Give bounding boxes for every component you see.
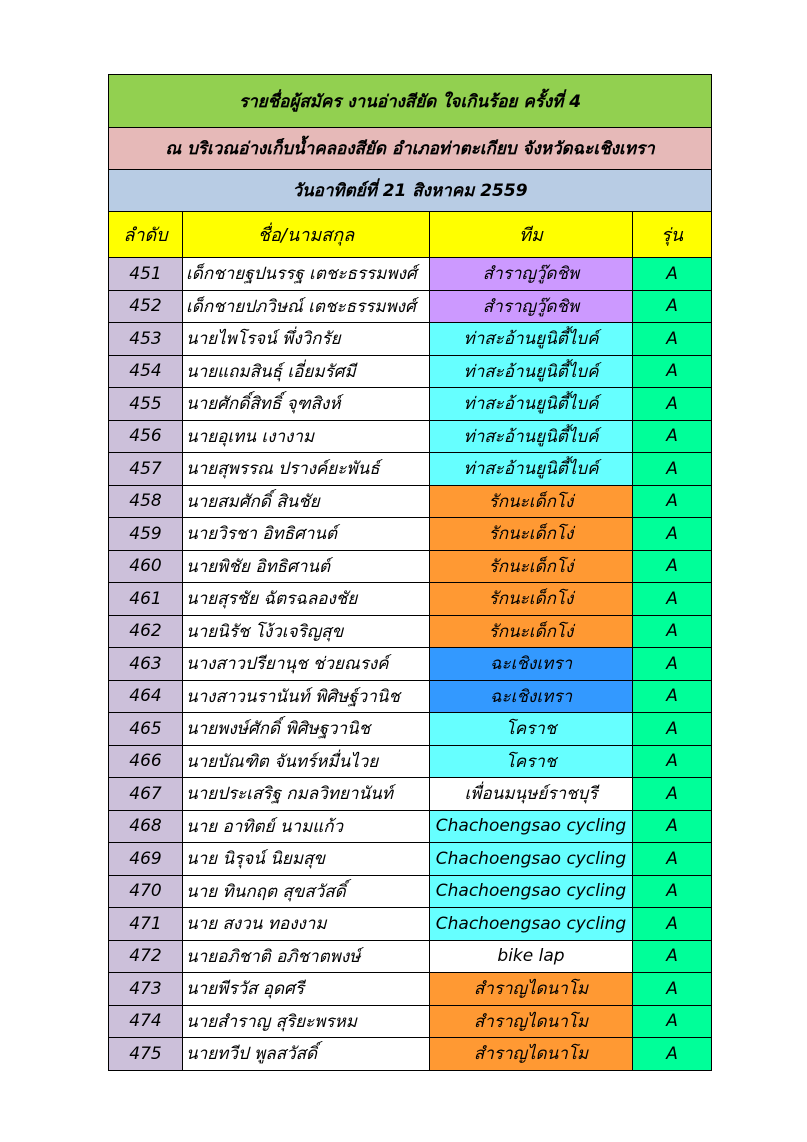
row-team: Chachoengsao cycling xyxy=(430,875,633,908)
row-team: สำราญไดนาโม xyxy=(430,1005,633,1038)
table-row xyxy=(109,810,712,843)
row-number: 455 xyxy=(109,388,183,421)
row-name: นาย สงวน ทองงาม xyxy=(183,908,430,941)
table-row xyxy=(109,550,712,583)
row-number: 453 xyxy=(109,323,183,356)
row-class: A xyxy=(633,290,712,323)
row-name: นางสาวปรียานุช ช่วยณรงค์ xyxy=(183,648,430,681)
row-name: เด็กชายปภวิษณ์ เตชะธรรมพงศ์ xyxy=(183,290,430,323)
row-name: นายประเสริฐ กมลวิทยานันท์ xyxy=(183,778,430,811)
row-team: ท่าสะอ้านยูนิตี้ไบค์ xyxy=(430,323,633,356)
row-class: A xyxy=(633,745,712,778)
row-number: 473 xyxy=(109,973,183,1006)
row-team: สำราญไดนาโม xyxy=(430,973,633,1006)
row-name: นาย ทินกฤต สุขสวัสดิ์ xyxy=(183,875,430,908)
event-date: วันอาทิตย์ที่ 21 สิงหาคม 2559 xyxy=(109,170,712,212)
row-class: A xyxy=(633,550,712,583)
row-class: A xyxy=(633,648,712,681)
row-number: 467 xyxy=(109,778,183,811)
row-name: นายอุเทน เงางาม xyxy=(183,420,430,453)
row-name: นาย นิรุจน์ นิยมสุข xyxy=(183,843,430,876)
row-number: 451 xyxy=(109,258,183,291)
row-team: ฉะเชิงเทรา xyxy=(430,648,633,681)
column-header-team: ทีม xyxy=(430,212,633,258)
table-row xyxy=(109,258,712,291)
table-body xyxy=(109,258,712,1071)
row-team: ฉะเชิงเทรา xyxy=(430,680,633,713)
table-row xyxy=(109,323,712,356)
row-name: นายบัณฑิต จันทร์หมื่นไวย xyxy=(183,745,430,778)
row-class: A xyxy=(633,420,712,453)
row-number: 459 xyxy=(109,518,183,551)
table-row xyxy=(109,908,712,941)
table-row xyxy=(109,1005,712,1038)
row-class: A xyxy=(633,713,712,746)
row-team: ท่าสะอ้านยูนิตี้ไบค์ xyxy=(430,355,633,388)
row-name: นายสุรชัย ฉัตรฉลองชัย xyxy=(183,583,430,616)
row-number: 462 xyxy=(109,615,183,648)
table-row xyxy=(109,940,712,973)
row-name: นายทวีป พูลสวัสดิ์ xyxy=(183,1038,430,1071)
row-number: 454 xyxy=(109,355,183,388)
row-name: นายพีรวัส อุดศรี xyxy=(183,973,430,1006)
row-team: เพื่อนมนุษย์ราชบุรี xyxy=(430,778,633,811)
event-location: ณ บริเวณอ่างเก็บน้ำคลองสียัด อำเภอท่าตะเกียบ จังหวัดฉะเชิงเทรา xyxy=(109,128,712,170)
table-row xyxy=(109,583,712,616)
row-team: รักนะเด็กโง่ xyxy=(430,518,633,551)
registration-table xyxy=(108,74,712,1071)
column-header-row xyxy=(109,212,712,258)
date-row xyxy=(109,170,712,212)
row-class: A xyxy=(633,973,712,1006)
row-class: A xyxy=(633,843,712,876)
row-name: นายไพโรจน์ พึ่งวิกรัย xyxy=(183,323,430,356)
row-number: 457 xyxy=(109,453,183,486)
row-team: รักนะเด็กโง่ xyxy=(430,615,633,648)
table-row xyxy=(109,290,712,323)
row-name: นายแถมสินธุ์ เอี่ยมรัศมี xyxy=(183,355,430,388)
row-team: bike lap xyxy=(430,940,633,973)
location-row xyxy=(109,128,712,170)
table-row xyxy=(109,1038,712,1071)
row-number: 464 xyxy=(109,680,183,713)
row-class: A xyxy=(633,778,712,811)
row-class: A xyxy=(633,1038,712,1071)
row-team: สำราญไดนาโม xyxy=(430,1038,633,1071)
table-row xyxy=(109,388,712,421)
row-number: 465 xyxy=(109,713,183,746)
row-team: รักนะเด็กโง่ xyxy=(430,550,633,583)
row-class: A xyxy=(633,485,712,518)
row-class: A xyxy=(633,518,712,551)
row-number: 458 xyxy=(109,485,183,518)
row-name: นายวิรชา อิทธิศานต์ xyxy=(183,518,430,551)
row-class: A xyxy=(633,875,712,908)
row-team: สำราญวู๊ดชิพ xyxy=(430,290,633,323)
table-row xyxy=(109,518,712,551)
row-name: เด็กชายฐปนรรฐ เตชะธรรมพงศ์ xyxy=(183,258,430,291)
row-name: นายพงษ์ศักดิ์ พิศิษฐวานิช xyxy=(183,713,430,746)
table-row xyxy=(109,713,712,746)
row-number: 452 xyxy=(109,290,183,323)
row-number: 469 xyxy=(109,843,183,876)
row-number: 461 xyxy=(109,583,183,616)
row-number: 475 xyxy=(109,1038,183,1071)
row-number: 463 xyxy=(109,648,183,681)
table-row xyxy=(109,843,712,876)
row-class: A xyxy=(633,258,712,291)
row-name: นายศักดิ์สิทธิ์ จุฑสิงห์ xyxy=(183,388,430,421)
table-row xyxy=(109,648,712,681)
row-class: A xyxy=(633,583,712,616)
row-class: A xyxy=(633,323,712,356)
row-team: โคราช xyxy=(430,745,633,778)
row-class: A xyxy=(633,1005,712,1038)
table-row xyxy=(109,615,712,648)
row-number: 472 xyxy=(109,940,183,973)
table-row xyxy=(109,485,712,518)
row-class: A xyxy=(633,355,712,388)
column-header-class: รุ่น xyxy=(633,212,712,258)
table-row xyxy=(109,355,712,388)
title-row xyxy=(109,75,712,128)
table-row xyxy=(109,420,712,453)
row-team: รักนะเด็กโง่ xyxy=(430,485,633,518)
row-class: A xyxy=(633,615,712,648)
document-title: รายชื่อผู้สมัคร งานอ่างสียัด ใจเกินร้อย ครั้งที่ 4 xyxy=(109,75,712,128)
row-name: นาย อาทิตย์ นามแก้ว xyxy=(183,810,430,843)
row-number: 474 xyxy=(109,1005,183,1038)
table-row xyxy=(109,875,712,908)
table-row xyxy=(109,778,712,811)
row-team: Chachoengsao cycling xyxy=(430,908,633,941)
row-name: นายสำราญ สุริยะพรหม xyxy=(183,1005,430,1038)
row-team: ท่าสะอ้านยูนิตี้ไบค์ xyxy=(430,420,633,453)
row-name: นายนิรัช โง้วเจริญสุข xyxy=(183,615,430,648)
row-number: 471 xyxy=(109,908,183,941)
row-class: A xyxy=(633,680,712,713)
row-class: A xyxy=(633,388,712,421)
row-class: A xyxy=(633,810,712,843)
row-name: นายสมศักดิ์ สินชัย xyxy=(183,485,430,518)
column-header-number: ลำดับ xyxy=(109,212,183,258)
row-team: สำราญวู๊ดชิพ xyxy=(430,258,633,291)
column-header-name: ชื่อ/นามสกุล xyxy=(183,212,430,258)
row-number: 466 xyxy=(109,745,183,778)
row-class: A xyxy=(633,908,712,941)
row-class: A xyxy=(633,453,712,486)
table-row xyxy=(109,680,712,713)
row-team: ท่าสะอ้านยูนิตี้ไบค์ xyxy=(430,453,633,486)
row-number: 460 xyxy=(109,550,183,583)
row-number: 456 xyxy=(109,420,183,453)
row-name: นางสาวนรานันท์ พิศิษฐ์วานิช xyxy=(183,680,430,713)
row-name: นายสุพรรณ ปรางค์ยะพันธ์ xyxy=(183,453,430,486)
row-team: ท่าสะอ้านยูนิตี้ไบค์ xyxy=(430,388,633,421)
row-team: Chachoengsao cycling xyxy=(430,810,633,843)
row-class: A xyxy=(633,940,712,973)
row-number: 470 xyxy=(109,875,183,908)
row-name: นายอภิชาติ อภิชาตพงษ์ xyxy=(183,940,430,973)
table-row xyxy=(109,745,712,778)
row-team: รักนะเด็กโง่ xyxy=(430,583,633,616)
row-number: 468 xyxy=(109,810,183,843)
row-team: โคราช xyxy=(430,713,633,746)
row-team: Chachoengsao cycling xyxy=(430,843,633,876)
row-name: นายพิชัย อิทธิศานต์ xyxy=(183,550,430,583)
table-row xyxy=(109,973,712,1006)
table-row xyxy=(109,453,712,486)
